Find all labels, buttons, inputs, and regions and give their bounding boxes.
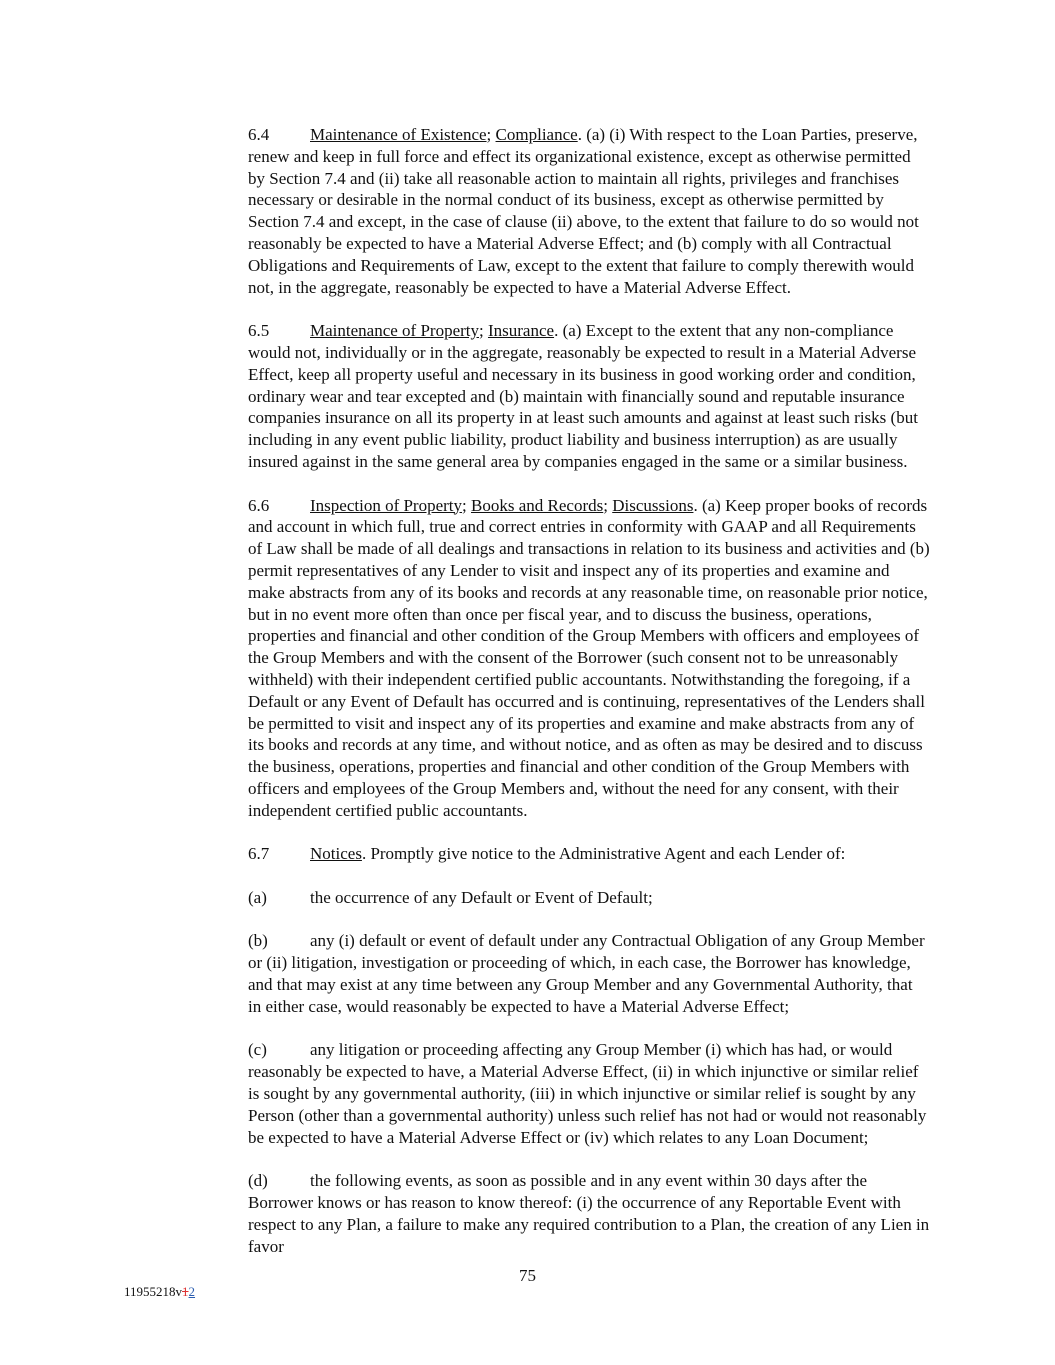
section-heading: Maintenance of Property [310, 321, 479, 341]
item-label: (b) [248, 931, 268, 951]
list-item-a [124, 887, 930, 909]
section-body: . Promptly give notice to the Administrative Agent and each Lender of: [361, 844, 846, 864]
doc-id-base: 11955218v [124, 1284, 183, 1299]
item-label: (c) [248, 1040, 267, 1060]
section-6-6: 6.6 Inspection of Property; Books and Records; Discussions. (a) Keep proper books of records and account in which full, true and correct entries in conformity with GAAP and all Requirements of Law shall be made of all dealings and transactions in relation to its business and activities and (b) permit representatives of any Lender to visit and inspect any of its properties and examine and make abstracts from any of its books and records at any reasonable time, on reasonable prior notice, but in no event more often than once per fiscal year, and to discuss the business, operations, properties and financial and other condition of the Group Members with officers and employees of the Group Members and with the consent of the Borrower (such consent not to be unreasonably withheld) with their independent certified public accountants. Notwithstanding the foregoing, if a Default or any Event of Default has occurred and is continuing, representatives of the Lenders shall be permitted to visit and inspect any of its properties and examine and make abstracts from any of its books and records at any time, and without notice, and as often as may be desired and to discuss the business, operations, properties and financial and other condition of the Group Members with officers and employees of the Group Members and, without the need for any consent, with their independent certified public accountants. [248, 495, 930, 820]
section-heading: Maintenance of Existence [310, 125, 487, 144]
section-body: . (a) Except to the extent that any non-compliance would not, individually or in the aggregate, reasonably be expected to result in a Material Adverse Effect, keep all property useful and necessary in its business in good working order and condition, ordinary wear and tear excepted and (b) maintain with financially sound and reputable insurance companies insurance on all its property in at least such amounts and against at least such risks (but including in any event public liability, product liability and business interruption) as are usually insured against in the same general area by companies engaged in the same or a similar business. [248, 321, 918, 471]
list-item-c [124, 1039, 930, 1148]
section-number: 6.4 [248, 125, 270, 144]
section-heading: Discussions [612, 495, 694, 515]
document-id [124, 1284, 195, 1300]
section-6-5: 6.5 Maintenance of Property; Insurance. (a) Except to the extent that any non-compliance would not, individually or in the aggregate, reasonably be expected to result in a Material Adverse Effect, keep all property useful and necessary in its business in good working order and condition, ordinary wear and tear excepted and (b) maintain with financially sound and reputable insurance companies insurance on all its property in at least such amounts and against at least such risks (but including in any event public liability, product liability and business interruption) as are usually insured against in the same general area by companies engaged in the same or a similar business. [248, 321, 918, 471]
doc-id-deleted: 1 [182, 1284, 189, 1299]
item-text: the following events, as soon as possible and in any event within 30 days after the Borrower knows or has reason to know thereof: (i) the occurrence of any Reportable Event with respect to any Plan, a failure to make any required contribution to a Plan, the creation of any Lien in favor [248, 1171, 930, 1256]
doc-id-inserted: 2 [188, 1284, 196, 1299]
section-6-7 [124, 843, 930, 865]
item-text: any litigation or proceeding affecting any Group Member (i) which has had, or would reasonably be expected to have, a Material Adverse Effect, (ii) in which injunctive or similar relief is sought by any governmental authority, (iii) in which injunctive or similar relief is sought by any Person (other than a governmental authority) unless such relief has not had or would not reasonably be expected to have a Material Adverse Effect or (iv) which relates to any Loan Document; [248, 1040, 927, 1147]
section-body: . (a) Keep proper books of records and account in which full, true and correct entries in conformity with GAAP and all Requirements of Law shall be made of all dealings and transactions in relation to its business and activities and (b) permit representatives of any Lender to visit and inspect any of its properties and examine and make abstracts from any of its books and records at any reasonable time, on reasonable prior notice, but in no event more often than once per fiscal year, and to discuss the business, operations, properties and financial and other condition of the Group Members with officers and employees of the Group Members and with the consent of the Borrower (such consent not to be unreasonably withheld) with their independent certified public accountants. Notwithstanding the foregoing, if a Default or any Event of Default has occurred and is continuing, representatives of the Lenders shall be permitted to visit and inspect any of its properties and examine and make abstracts from any of its books and records at any time, and without notice, and as often as may be desired and to discuss the business, operations, properties and financial and other condition of the Group Members with officers and employees of the Group Members and, without the need for any consent, with their independent certified public accountants. [248, 495, 930, 820]
section-number: 6.5 [248, 321, 270, 341]
section-number: 6.6 [248, 495, 270, 515]
body-text [124, 124, 930, 1257]
section-heading: Books and Records [471, 495, 604, 515]
section-heading: Compliance [495, 125, 578, 144]
section-number: 6.7 [248, 844, 270, 864]
item-label: (a) [248, 887, 267, 907]
section-6-4: 6.4 Maintenance of Existence; Compliance. (a) (i) With respect to the Loan Parties, preserve, renew and keep in full force and effect its organizational existence, except as otherwise permitted by Section 7.4 and (ii) take all reasonable action to maintain all rights, privileges and franchises necessary or desirable in the normal conduct of its business, except as otherwise permitted by Section 7.4 and except, in the case of clause (ii) above, to the extent that failure to do so would not reasonably be expected to have a Material Adverse Effect; and (b) comply with all Contractual Obligations and Requirements of Law, except to the extent that failure to comply therewith would not, in the aggregate, reasonably be expected to have a Material Adverse Effect. [248, 125, 919, 297]
item-label: (d) [248, 1171, 268, 1191]
section-body: . (a) (i) With respect to the Loan Parties, preserve, renew and keep in full force and effect its organizational existence, except as otherwise permitted by Section 7.4 and (ii) take all reasonable action to maintain all rights, privileges and franchises necessary or desirable in the normal conduct of its business, except as otherwise permitted by Section 7.4 and except, in the case of clause (ii) above, to the extent that failure to do so would not reasonably be expected to have a Material Adverse Effect; and (b) comply with all Contractual Obligations and Requirements of Law, except to the extent that failure to comply therewith would not, in the aggregate, reasonably be expected to have a Material Adverse Effect. [248, 125, 919, 297]
list-item-d [124, 1170, 930, 1257]
item-text: any (i) default or event of default under any Contractual Obligation of any Group Member or (ii) litigation, investigation or proceeding of which, in each case, the Borrower has knowledge, and that may exist at any time between any Group Member and any Governmental Authority, that in either case, would reasonably be expected to have a Material Adverse Effect; [248, 931, 925, 1016]
section-heading: Notices [310, 844, 362, 864]
section-heading: Inspection of Property [310, 495, 463, 515]
item-text: the occurrence of any Default or Event of Default; [310, 887, 653, 907]
section-heading: Insurance [487, 321, 555, 341]
list-item-b [124, 930, 930, 1017]
page-number: 75 [519, 1266, 536, 1285]
